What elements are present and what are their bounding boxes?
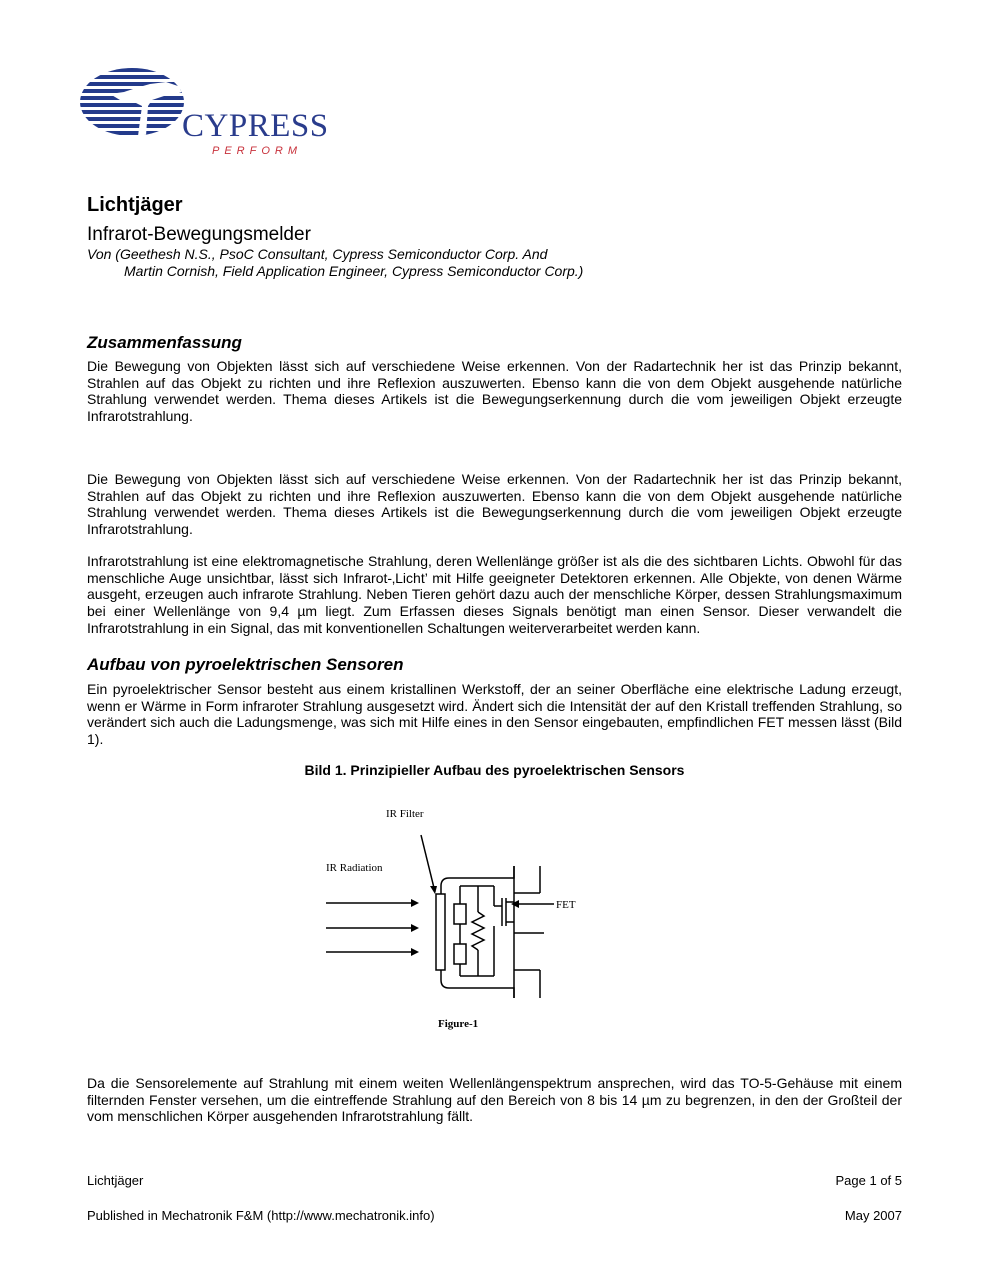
footer-title: Lichtjäger [87,1173,144,1188]
intro-paragraph: Die Bewegung von Objekten lässt sich auf verschiedene Weise erkennen. Von der Radartechnik her ist das Prinzip bekannt, Strahlen auf das Objekt zu richten und ihre Reflexion auszuwerten. Ebenso kann die von dem Objekt ausgehende natürliche Strahlung verwendet werden. Thema dieses Artikels ist die Bewegungserkennung durch die vom jeweiligen Objekt erzeugte Infrarotstrahlung. [87,471,902,538]
logo-tagline: PERFORM [212,145,302,157]
summary-heading: Zusammenfassung [87,333,242,352]
figure-caption: Bild 1. Prinzipieller Aufbau des pyroelektrischen Sensors [304,762,685,778]
closing-paragraph: Da die Sensorelemente auf Strahlung mit einem weiten Wellenlängenspektrum ansprechen, wird das TO-5-Gehäuse mit einem filternden Fenster versehen, um die eintreffende Strahlung auf den Bereich von 8 bis 14 µm zu begrenzen, in den der Großteil der vom menschlichen Körper ausgehenden Infrarotstrahlung fällt. [87,1075,902,1125]
summary-paragraph: Die Bewegung von Objekten lässt sich auf verschiedene Weise erkennen. Von der Radartechnik her ist das Prinzip bekannt, Strahlen auf das Objekt zu richten und ihre Reflexion auszuwerten. Ebenso kann die von dem Objekt ausgehende natürliche Strahlung verwendet werden. Thema dieses Artikels ist die Bewegungserkennung durch die vom jeweiligen Objekt erzeugte Infrarotstrahlung. [87,358,902,425]
publication-date: May 2007 [844,1208,902,1223]
sensor-heading: Aufbau von pyroelektrischen Sensoren [87,655,404,674]
infrared-paragraph: Infrarotstrahlung ist eine elektromagnetische Strahlung, deren Wellenlänge größer ist als die des sichtbaren Lichts. Obwohl für das menschliche Auge unsichtbar, lässt sich Infrarot-‚Licht’ mit Hilfe geeigneter Detektoren erkennen. Alle Objekte, von denen Wärme ausgeht, erzeugen auch infrarote Strahlung. Neben Tieren gehört dazu auch der menschliche Körper, dessen Strahlungsmaximum bei einer Wellenlänge von 9,4 µm liegt. Zum Erfassen dieses Signals benötigt man einen Sensor. Dieser verwandelt die Infrarotstrahlung in ein Signal, das mit konventionellen Schaltungen weiterverarbeitet werden kann. [87,553,902,636]
ir-filter-label: IR Filter [386,808,424,820]
author-line-1: Von (Geethesh N.S., PsoC Consultant, Cypress Semiconductor Corp. And [87,246,548,262]
page-subtitle: Infrarot-Bewegungsmelder [87,224,311,245]
logo-brand: CYPRESS [182,108,329,144]
ir-radiation-label: IR Radiation [326,862,383,874]
publication-note: Published in Mechatronik F&M (http://www.mechatronik.info) [87,1208,435,1223]
author-line-2: Martin Cornish, Field Application Engineer, Cypress Semiconductor Corp.) [124,263,584,279]
page-number: Page 1 of 5 [835,1173,902,1188]
page-title: Lichtjäger [87,194,183,216]
sensor-paragraph: Ein pyroelektrischer Sensor besteht aus einem kristallinen Werkstoff, der an seiner Oberfläche eine elektrische Ladung erzeugt, wenn er Wärme in Form infraroter Strahlung ausgesetzt wird. Ändert sich die Intensität der auf den Kristall treffenden Strahlung, so verändert sich auch die Ladungsmenge, was sich mit Hilfe eines in den Sensor eingebauten, empfindlichen FET messen lässt (Bild 1). [87,681,902,748]
sensor-diagram [318,800,613,1060]
fet-label: FET [556,899,576,911]
figure-label: Figure-1 [438,1018,479,1030]
